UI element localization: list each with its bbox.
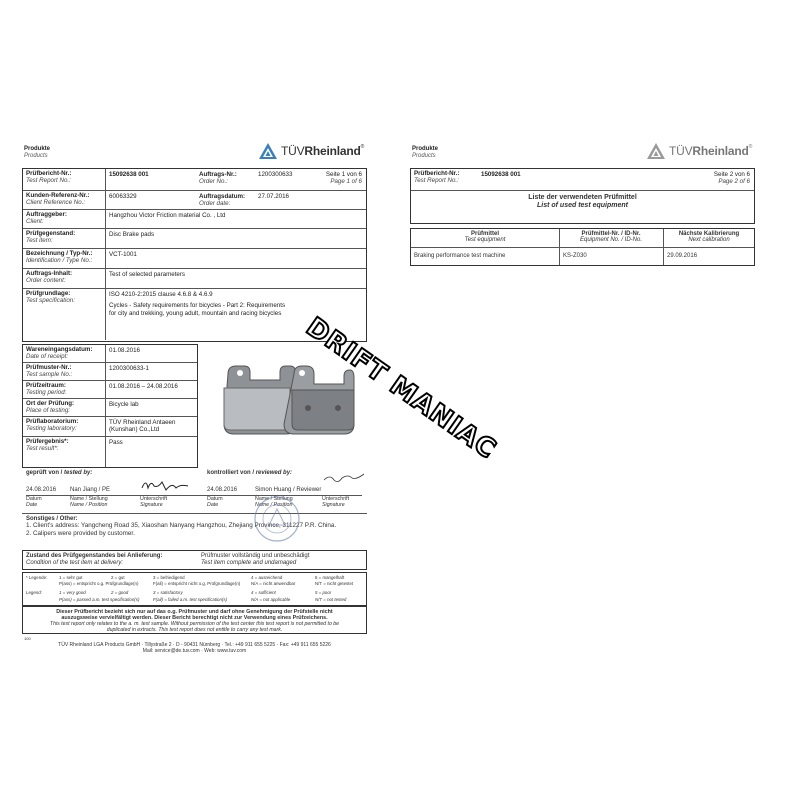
order-no-value: 1200300633 — [258, 171, 293, 178]
page-indicator-de: Seite 1 von 6 — [325, 171, 362, 178]
equipment-id: KS-Z030 — [563, 253, 587, 259]
page-indicator-2-de: Seite 2 von 6 — [713, 171, 750, 178]
reviewed-date: 24.08.2016 — [207, 487, 238, 493]
testing-period-value: 01.08.2016 – 24.08.2016 — [109, 383, 178, 390]
tester-signature — [140, 478, 190, 492]
page2-header: Prüfbericht-Nr.: Test Report No.: 15092638 001 Seite 2 von 6 Page 2 of 6 Liste der verwendeten Prüfmittel List of used test equipment — [410, 168, 755, 224]
sample-no-value: 1200300633-1 — [109, 365, 149, 372]
signature-block: geprüft von / tested by: kontrolliert von / reviewed by: 24.08.2016 Nan Jiang / PE 24.08.2016 Simon Huang / Reviewer Datum Date Name / Stellung Name / Position Unterschrift Signature Datum Date Name / Stellung Name / Position Unterschrift Signature — [22, 470, 367, 514]
tuv-logo — [258, 142, 364, 160]
notice-box: Dieser Prüfbericht bezieht sich nur auf das o.g. Prüfmuster und darf ohne Genehmigung der Prüfstelle nicht auszugsweise vervielfältigt werden. Dieser Bericht berechtigt nicht zur Verwendung eines Prüfzeichens. This test report only relates to the a. m. test sample. Without permission of the test center this test report is not permitted to be duplicated in extracts. This test report does not entitle to carry any test mark. — [22, 606, 367, 634]
spec-line-1: ISO 4210-2:2015 clause 4.6.8 & 4.6.9 — [109, 291, 213, 298]
reviewed-name: Simon Huang / Reviewer — [255, 487, 322, 493]
row-report-no: Prüfbericht-Nr.: Test Report No.: 15092638 001 Auftrags-Nr.: Order No.: 1200300633 Seite 1 von 6 Page 1 of 6 — [23, 169, 366, 191]
result-value: Pass — [109, 439, 123, 446]
products-en: Products — [24, 153, 48, 159]
identification-value: VCT-1001 — [109, 251, 137, 258]
order-date-value: 27.07.2016 — [258, 193, 289, 200]
report-no-value: 15092638 001 — [109, 171, 149, 178]
equipment-table: Prüfmittel Test equipment Prüfmittel-Nr. / ID-Nr. Equipment No. / ID-No. Nächste Kalibrierung Next calibration Braking performance test machine KS-Z030 29.09.2016 — [410, 228, 755, 266]
list-title-en: List of used test equipment — [536, 202, 628, 209]
lab-line-1: TÜV Rheinland Antaeen — [109, 419, 176, 426]
spec-line-3: for city and trekking, young adult, mountain and racing bicycles — [109, 310, 282, 317]
products-de: Produkte — [24, 146, 51, 152]
client-ref-value: 60063329 — [109, 193, 137, 200]
row-identification: Bezeichnung / Typ-Nr.: Identification / Type No.: VCT-1001 — [23, 249, 366, 269]
tuv-triangle-icon — [646, 142, 666, 160]
equipment-calibration: 29.09.2016 — [667, 253, 698, 259]
condition-value-de: Prüfmuster vollständig und unbeschädigt — [201, 553, 310, 559]
list-title-de: Liste der verwendeten Prüfmittel — [528, 194, 637, 201]
row-test-spec: Prüfgrundlage: Test specification: ISO 4210-2:2015 clause 4.6.8 & 4.6.9 Cycles - Safety requirements for bicycles - Part 2: Requirements for city and trekking, young adult, mountain and racing bicycles — [26, 290, 286, 317]
row-test-item: Prüfgegenstand: Test item: Disc Brake pads — [23, 229, 366, 249]
condition-value-en: Test item complete and undamaged — [201, 560, 297, 566]
report-no-value-2: 15092638 001 — [481, 171, 521, 178]
report-page-2 — [410, 138, 772, 278]
report-page-1: Produkte Products TÜVRheinland® Prüfbericht-Nr.: Test Report No.: 15092638 001 Auftrags-Nr.: Order No.: 1200300633 Seite 1 von 6 Page 1 of 6 Kunden-Referenz-Nr.: Client Reference No.: 60063329 Auftragsdatum: Order date: 27.07.2016 Auftraggeber: Client: Hangzhou Victor Friction material Co. , Ltd Prüfgegenstand: Test item: Disc Brake pads Bezeichnung / Typ-Nr.: Identification / Type No.: VCT-1001 Auftrags-Inhalt: Order content: Test of selected parameters Prüfgrundlage: Test specification: ISO 4210-2:2015 clause 4.6.8 & 4.6.9 Cycles - Safety requirements for bicycles - Part 2: Requirements for city and trekking, young adult, mountain and racing bicycles Wareneingangsdatum: Date of receipt: 01.08.2016 Prüfmuster-Nr.: Test sample No.: 1200300633-1 Prüfzeitraum: Testing period: 01.08.2016 – 24.08.2016 Ort der Prüfung: Place of testing: Bicycle lab Prüflaboratorium: Testing laboratory: TÜV Rheinland Antaeen (Kunshan) Co.,Ltd Prüfergebnis*: Test result*: Pass geprüft von / tested by: kontrolliert von / reviewed by: 24.08.2016 Nan Jiang / PE 24.08.2016 Simon Huang / Reviewer Datum Date Name / Stellung Name / Position Unterschrift Signature Datum Date Name / Stellung Name / Position Unterschrift Signature Sonstiges / Other: 1. Client's address: Yangcheng Road 35, Xiaoshan Nanyang Hangzhou, Zhejiang Province, 311227 P.R. China. 2. Calipers were provided by customer. Zustand des Prüfgegenstandes bei Anlieferung: Condition of the test item at delivery: Prüfmuster vollständig und unbeschädigt Test item complete and undamaged * Legende: 1 = sehr gut 2 = gut 3 = befriedigend 4 = ausreichend 5 = mangelhaft P(ass) = entspricht o.g. Prüfgrundlage(n) F(ail) = entspricht nicht o.g. Prüfgrundlage(n) N/A = nicht anwendbar N/T = nicht getestet Legend: 1 = very good 2 = good 3 = satisfactory 4 = sufficient 5 = poor P(ass) = passed a.m. test specification(s) F(ail) = failed a.m. test specification(s) N/A = not applicable N/T = not tested Dieser Prüfbericht bezieht sich nur auf das o.g. Prüfmuster und darf ohne Genehmigung der Prüfstelle nicht auszugsweise vervielfältigt werden. Dieser Bericht berechtigt nicht zur Verwendung eines Prüfzeichens. This test report only relates to the a. m. test sample. Without permission of the test center this test report is not permitted to be duplicated in extracts. This test report does not entitle to carry any test mark. 100 TÜV Rheinland LGA Products GmbH · Tillystraße 2 · D - 90431 Nürnberg · Tel.: +49 911 655 5225 · Fax: +49 911 655 5226 Mail: service@de.tuv.com · Web: www.tuv.com — [22, 138, 384, 656]
condition-row: Zustand des Prüfgegenstandes bei Anlieferung: Condition of the test item at delivery: Prüfmuster vollständig und unbeschädigt Test item complete and undamaged — [22, 550, 367, 570]
tested-name: Nan Jiang / PE — [70, 487, 111, 493]
row-client: Auftraggeber: Client: Hangzhou Victor Friction material Co. , Ltd — [23, 210, 366, 229]
place-value: Bicycle lab — [109, 401, 139, 408]
products-label-2: Produkte Products — [412, 146, 439, 159]
sample-info-table: Wareneingangsdatum: Date of receipt: 01.08.2016 Prüfmuster-Nr.: Test sample No.: 1200300633-1 Prüfzeitraum: Testing period: 01.08.2016 – 24.08.2016 Ort der Prüfung: Place of testing: Bicycle lab Prüflaboratorium: Testing laboratory: TÜV Rheinland Antaeen (Kunshan) Co.,Ltd Prüfergebnis*: Test result*: Pass — [22, 344, 198, 468]
order-content-value: Test of selected parameters — [109, 271, 186, 278]
reviewer-signature — [322, 472, 366, 486]
tuv-triangle-icon — [258, 142, 278, 160]
spec-line-2: Cycles - Safety requirements for bicycles - Part 2: Requirements — [109, 302, 286, 309]
legend-box: * Legende: 1 = sehr gut 2 = gut 3 = befriedigend 4 = ausreichend 5 = mangelhaft P(ass) = entspricht o.g. Prüfgrundlage(n) F(ail) = entspricht nicht o.g. Prüfgrundlage(n) N/A = nicht anwendbar N/T = nicht getestet Legend: 1 = very good 2 = good 3 = satisfactory 4 = sufficient 5 = poor P(ass) = passed a.m. test specification(s) F(ail) = failed a.m. test specification(s) N/A = not applicable N/T = not tested — [22, 572, 367, 606]
stamp-seal — [252, 494, 302, 544]
tuv-logo-2: TÜVRheinland® — [646, 142, 752, 160]
tested-date: 24.08.2016 — [26, 487, 57, 493]
other-notes: Sonstiges / Other: 1. Client's address: Yangcheng Road 35, Xiaoshan Nanyang Hangzhou, Zhejiang Province, 311227 P.R. China. 2. Calipers were provided by customer. — [26, 516, 337, 537]
lab-line-2: (Kunshan) Co.,Ltd — [109, 426, 160, 433]
row-client-ref: Kunden-Referenz-Nr.: Client Reference No.: 60063329 Auftragsdatum: Order date: 27.07.2016 — [23, 191, 366, 210]
client-value: Hangzhou Victor Friction material Co. , Ltd — [109, 212, 226, 219]
test-item-value: Disc Brake pads — [109, 231, 155, 238]
footer-line-2: Mail: service@de.tuv.com · Web: www.tuv.com — [142, 648, 247, 654]
logo-brand-a: TÜV — [281, 144, 305, 158]
logo-tm: ® — [360, 144, 365, 150]
page-indicator-en: Page 1 of 6 — [330, 178, 362, 185]
equipment-name: Braking performance test machine — [414, 253, 506, 259]
other-line-2: 2. Calipers were provided by customer. — [26, 530, 135, 537]
row-order-content: Auftrags-Inhalt: Order content: Test of selected parameters — [23, 269, 366, 289]
other-line-1: 1. Client's address: Yangcheng Road 35, Xiaoshan Nanyang Hangzhou, Zhejiang Province, 311227 P.R. China. — [26, 522, 337, 529]
receipt-date-value: 01.08.2016 — [109, 347, 140, 354]
logo-brand-b: Rheinland — [304, 144, 361, 158]
products-label — [24, 146, 50, 160]
watermark-text: DRIFT MANIAC — [300, 311, 502, 466]
footer-line-1: TÜV Rheinland LGA Products GmbH · Tillystraße 2 · D - 90431 Nürnberg · Tel.: +49 911 655 5225 · Fax: +49 911 655 5226 — [58, 642, 331, 648]
page-indicator-2-en: Page 2 of 6 — [718, 178, 750, 185]
